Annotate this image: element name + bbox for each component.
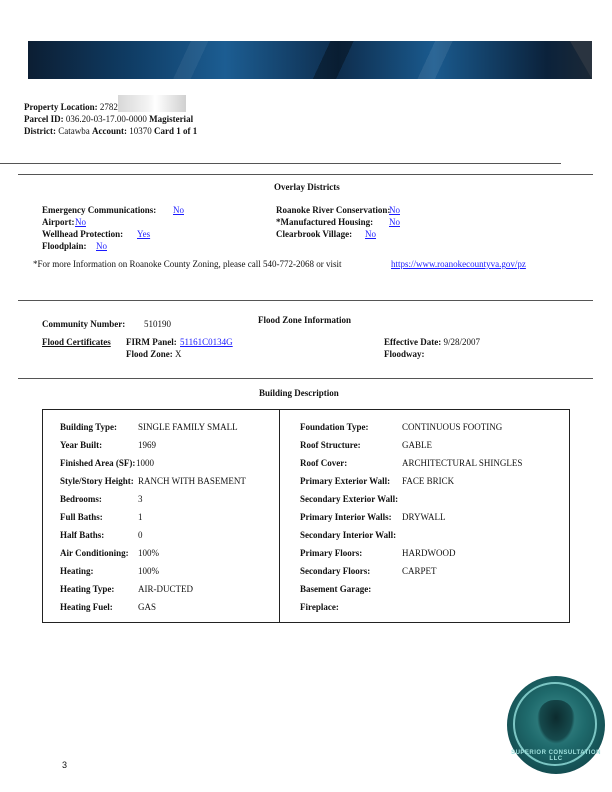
primary-interior-walls-value: DRYWALL <box>402 512 446 522</box>
full-baths-label: Full Baths: <box>60 512 103 522</box>
parcel-id-value: 036.20-03-17.00-0000 <box>65 114 147 124</box>
flood-zone-label: Flood Zone: <box>126 349 173 359</box>
half-baths-label: Half Baths: <box>60 530 105 540</box>
effective-date-value: 9/28/2007 <box>443 337 480 347</box>
overlay-title: Overlay Districts <box>274 182 340 192</box>
secondary-floors-value: CARPET <box>402 566 437 576</box>
heating-fuel-value: GAS <box>138 602 157 612</box>
district-line <box>24 126 197 137</box>
building-table-divider <box>279 409 280 623</box>
district-label: District: <box>24 126 56 136</box>
redacted-address <box>118 95 186 112</box>
effective-date-label: Effective Date: <box>384 337 442 347</box>
primary-floors-value: HARDWOOD <box>402 548 456 558</box>
roof-structure-value: GABLE <box>402 440 432 450</box>
style-value: RANCH WITH BASEMENT <box>138 476 246 486</box>
secondary-exterior-wall-label: Secondary Exterior Wall: <box>300 494 399 504</box>
foundation-type-label: Foundation Type: <box>300 422 369 432</box>
roof-cover-value: ARCHITECTURAL SHINGLES <box>402 458 523 468</box>
fireplace-label: Fireplace: <box>300 602 339 612</box>
year-built-label: Year Built: <box>60 440 103 450</box>
finished-area-label: Finished Area (SF): <box>60 458 136 468</box>
firm-panel-link[interactable]: 51161C0134G <box>180 337 233 347</box>
flood-title: Flood Zone Information <box>258 315 352 325</box>
bedrooms-label: Bedrooms: <box>60 494 102 504</box>
manufactured-housing-value-link[interactable]: No <box>389 217 400 227</box>
zoning-url-link[interactable]: https://www.roanokecountyva.gov/pz <box>391 259 526 269</box>
divider <box>18 174 593 175</box>
airport-value-link[interactable]: No <box>75 217 86 227</box>
emergency-value-link[interactable]: No <box>173 205 184 215</box>
air-conditioning-value: 100% <box>138 548 159 558</box>
flood-zone-value: X <box>175 349 182 359</box>
clearbrook-value-link[interactable]: No <box>365 229 376 239</box>
card-label: Card 1 of 1 <box>153 126 198 136</box>
primary-exterior-wall-value: FACE BRICK <box>402 476 455 486</box>
airport-label: Airport: <box>42 217 75 227</box>
divider <box>18 300 593 301</box>
parcel-id-label: Parcel ID: <box>24 114 64 124</box>
secondary-interior-wall-label: Secondary Interior Wall: <box>300 530 397 540</box>
river-conservation-label: Roanoke River Conservation: <box>276 205 391 215</box>
flood-zone-line <box>126 349 182 360</box>
building-title: Building Description <box>259 388 339 398</box>
year-built-value: 1969 <box>138 440 156 450</box>
building-type-value: SINGLE FAMILY SMALL <box>138 422 238 432</box>
community-number-value: 510190 <box>144 319 171 329</box>
magisterial-label: Magisterial <box>149 114 194 124</box>
foundation-type-value: CONTINUOUS FOOTING <box>402 422 503 432</box>
account-label: Account: <box>91 126 127 136</box>
zoning-note: *For more Information on Roanoke County Zoning, please call 540-772-2068 or visit <box>33 259 342 269</box>
manufactured-housing-label: *Manufactured Housing: <box>276 217 374 227</box>
banner-corner <box>570 41 592 79</box>
half-baths-value: 0 <box>138 530 143 540</box>
wellhead-label: Wellhead Protection: <box>42 229 124 239</box>
bedrooms-value: 3 <box>138 494 143 504</box>
roof-cover-label: Roof Cover: <box>300 458 348 468</box>
parcel-line <box>24 114 193 125</box>
finished-area-value: 1000 <box>136 458 154 468</box>
property-location-label: Property Location: <box>24 102 98 112</box>
style-label: Style/Story Height: <box>60 476 134 486</box>
floodplain-label: Floodplain: <box>42 241 87 251</box>
heating-fuel-label: Heating Fuel: <box>60 602 113 612</box>
wellhead-value-link[interactable]: Yes <box>137 229 151 239</box>
primary-exterior-wall-label: Primary Exterior Wall: <box>300 476 391 486</box>
header-banner <box>28 41 592 79</box>
floodplain-value-link[interactable]: No <box>96 241 107 251</box>
clearbrook-label: Clearbrook Village: <box>276 229 353 239</box>
heating-type-value: AIR-DUCTED <box>138 584 193 594</box>
floodway-label: Floodway: <box>384 349 425 359</box>
basement-garage-label: Basement Garage: <box>300 584 372 594</box>
heating-value: 100% <box>138 566 159 576</box>
river-conservation-value-link[interactable]: No <box>389 205 400 215</box>
heating-type-label: Heating Type: <box>60 584 115 594</box>
primary-floors-label: Primary Floors: <box>300 548 363 558</box>
account-value: 10370 <box>129 126 152 136</box>
property-location-line <box>24 102 118 113</box>
air-conditioning-label: Air Conditioning: <box>60 548 129 558</box>
full-baths-value: 1 <box>138 512 143 522</box>
roof-structure-label: Roof Structure: <box>300 440 361 450</box>
community-number-label: Community Number: <box>42 319 126 329</box>
emergency-label: Emergency Communications: <box>42 205 157 215</box>
district-value: Catawba <box>58 126 90 136</box>
divider <box>18 378 593 379</box>
firm-panel-label: FIRM Panel: <box>126 337 177 347</box>
heating-label: Heating: <box>60 566 94 576</box>
effective-date-line <box>384 337 480 348</box>
company-seal-logo <box>507 676 605 774</box>
page-number: 3 <box>62 760 68 770</box>
divider <box>0 163 561 164</box>
property-location-value: 2782 <box>99 102 118 112</box>
flood-certificates-label: Flood Certificates <box>42 337 111 347</box>
primary-interior-walls-label: Primary Interior Walls: <box>300 512 392 522</box>
building-type-label: Building Type: <box>60 422 117 432</box>
lion-icon <box>537 700 575 744</box>
secondary-floors-label: Secondary Floors: <box>300 566 371 576</box>
seal-text: SUPERIOR CONSULTATION LLC <box>511 750 601 762</box>
